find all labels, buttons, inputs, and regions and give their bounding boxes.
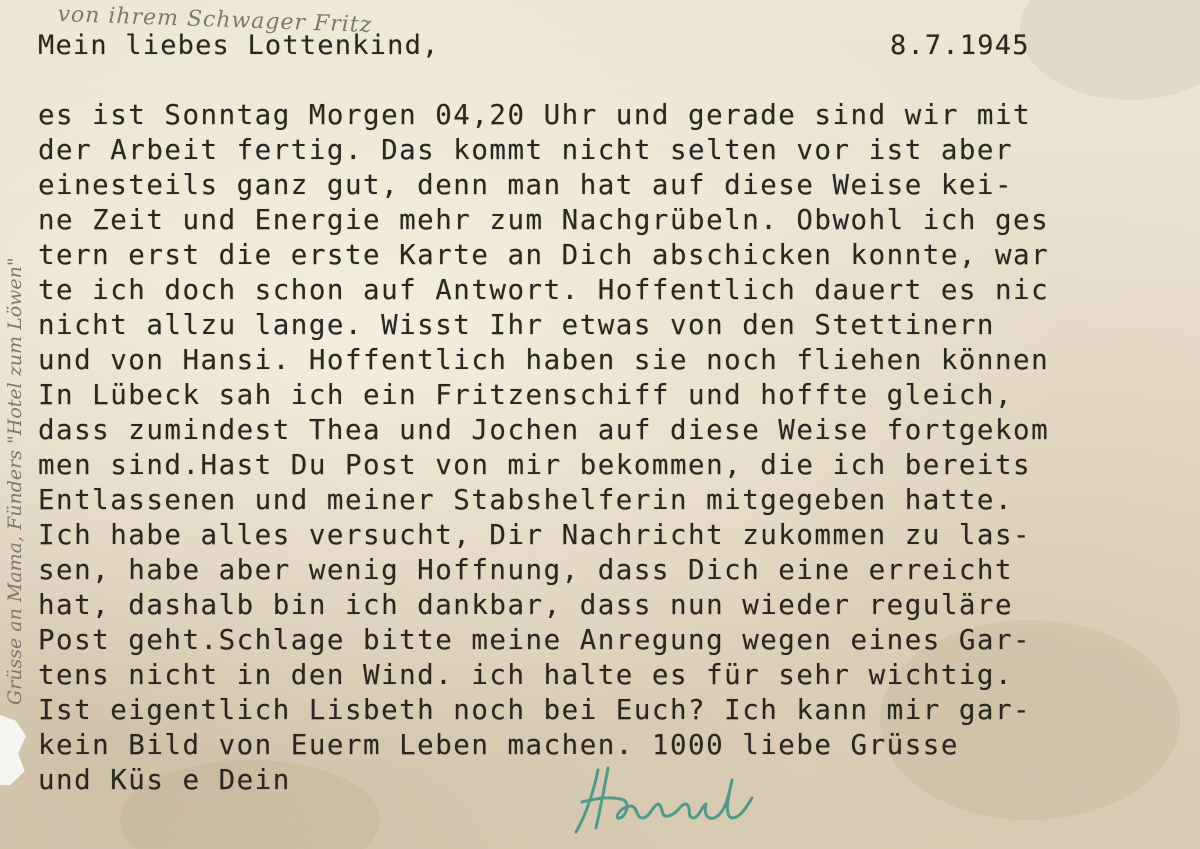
salutation: Mein liebes Lottenkind, bbox=[38, 30, 440, 61]
handwritten-signature bbox=[568, 760, 768, 840]
body-line: tens nicht in den Wind. ich halte es für sehr wichtig. bbox=[38, 659, 1014, 691]
body-line: kein Bild von Euerm Leben machen. 1000 liebe Grüsse bbox=[38, 729, 959, 761]
pencil-note-top: von ihrem Schwager Fritz bbox=[57, 2, 373, 38]
body-line: Ist eigentlich Lisbeth noch bei Euch? Ich kann mir gar- bbox=[38, 694, 1032, 726]
body-line: nicht allzu lange. Wisst Ihr etwas von den Stettinern bbox=[38, 309, 995, 341]
torn-corner bbox=[0, 715, 26, 785]
body-line: und Küs e Dein bbox=[38, 764, 291, 796]
body-line: einesteils ganz gut, denn man hat auf diese Weise kei- bbox=[38, 169, 1014, 201]
body-line: es ist Sonntag Morgen 04,20 Uhr und gerade sind wir mit bbox=[38, 99, 1032, 131]
typed-letter bbox=[38, 30, 1198, 798]
pencil-note-side: Grüsse an Mama, Fünders "Hotel zum Löwen" bbox=[4, 257, 26, 705]
body-line: tern erst die erste Karte an Dich abschicken konnte, war bbox=[38, 239, 1050, 271]
letter-header bbox=[38, 30, 1198, 70]
letter-date: 8.7.1945 bbox=[890, 30, 1030, 61]
body-line: ne Zeit und Energie mehr zum Nachgrübeln. Obwohl ich ges bbox=[38, 204, 1050, 236]
body-line: In Lübeck sah ich ein Fritzenschiff und hoffte gleich, bbox=[38, 379, 1014, 411]
body-line: sen, habe aber wenig Hoffnung, dass Dich eine erreicht bbox=[38, 554, 1014, 586]
body-line: te ich doch schon auf Antwort. Hoffentlich dauert es nic bbox=[38, 274, 1050, 306]
body-line: dass zumindest Thea und Jochen auf diese Weise fortgekom bbox=[38, 414, 1050, 446]
letter-body bbox=[38, 98, 1198, 798]
body-line: hat, dashalb bin ich dankbar, dass nun wieder reguläre bbox=[38, 589, 1014, 621]
body-line: der Arbeit fertig. Das kommt nicht selten vor ist aber bbox=[38, 134, 1014, 166]
body-line: men sind.Hast Du Post von mir bekommen, die ich bereits bbox=[38, 449, 1032, 481]
body-line: Entlassenen und meiner Stabshelferin mitgegeben hatte. bbox=[38, 484, 1014, 516]
body-line: und von Hansi. Hoffentlich haben sie noch fliehen können bbox=[38, 344, 1050, 376]
body-line: Post geht.Schlage bitte meine Anregung wegen eines Gar- bbox=[38, 624, 1032, 656]
body-line: Ich habe alles versucht, Dir Nachricht zukommen zu las- bbox=[38, 519, 1032, 551]
